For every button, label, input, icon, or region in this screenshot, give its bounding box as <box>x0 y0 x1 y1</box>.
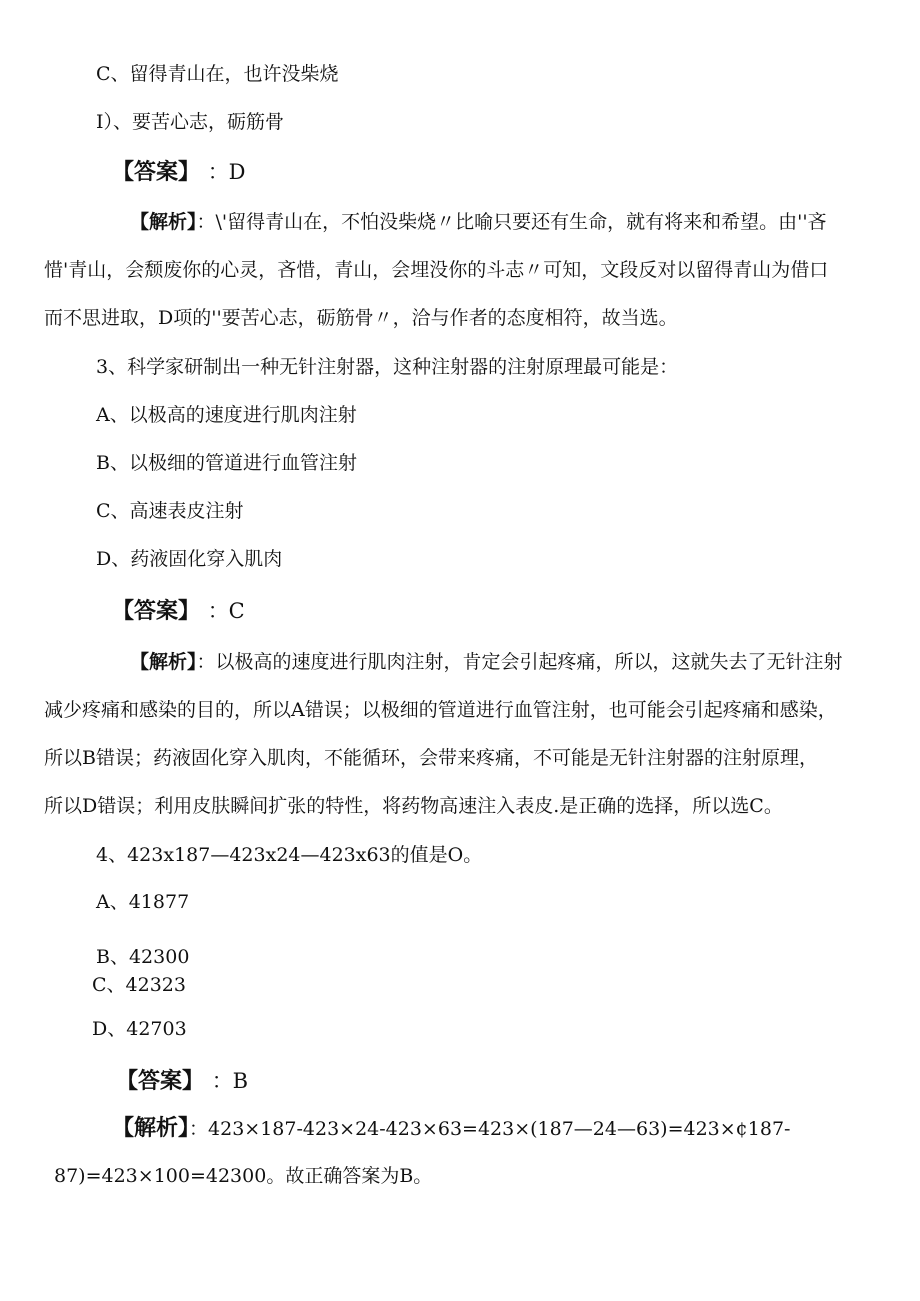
q2-answer <box>112 160 246 185</box>
q2-analysis-line-1 <box>130 210 827 234</box>
q2-option-d: I）、要苦心志，砺筋骨 <box>96 111 285 133</box>
q4-option-d: D、42703 <box>92 1018 187 1040</box>
q4-analysis-line-2: 87)=423×100=42300。故正确答案为B。 <box>54 1165 433 1187</box>
q3-option-a: A、以极高的速度进行肌肉注射 <box>96 404 357 426</box>
q4-option-a: A、41877 <box>96 891 190 913</box>
answer-label: 【答案】 <box>112 599 201 624</box>
analysis-label: 【解析】 <box>130 651 197 673</box>
q4-analysis-line-1 <box>112 1117 790 1141</box>
answer-label: 【答案】 <box>112 160 201 185</box>
q2-analysis-line-3: 而不思进取，D项的''要苦心志，砺筋骨〃，洽与作者的态度相符，故当选。 <box>44 307 678 329</box>
analysis-text: ：\'留得青山在，不怕没柴烧〃比喻只要还有生命，就有将来和希望。由''吝 <box>196 211 827 233</box>
q3-option-c: C、高速表皮注射 <box>96 500 244 522</box>
q3-option-d: D、药液固化穿入肌肉 <box>96 548 283 570</box>
analysis-text: ：423×187-423×24-423×63=423×(187—24—63)=423×¢187- <box>189 1118 791 1140</box>
q4-option-b: B、42300 <box>96 946 190 968</box>
q3-analysis-line-2: 减少疼痛和感染的目的，所以A错误；以极细的管道进行血管注射，也可能会引起疼痛和感染， <box>44 699 837 721</box>
answer-value: ：D <box>207 160 246 184</box>
answer-value: ：C <box>207 599 245 623</box>
q3-analysis-line-3: 所以B错误；药液固化穿入肌肉，不能循环，会带来疼痛，不可能是无针注射器的注射原理， <box>44 747 818 769</box>
q4-answer <box>116 1069 248 1094</box>
q3-answer <box>112 599 245 624</box>
q3-analysis-line-4: 所以D错误；利用皮肤瞬间扩张的特性，将药物高速注入表皮.是正确的选择，所以选C。 <box>44 795 783 817</box>
q4-option-c: C、42323 <box>92 974 186 996</box>
analysis-label: 【解析】 <box>112 1116 190 1141</box>
q3-analysis-line-1 <box>130 650 843 674</box>
answer-value: ：B <box>211 1069 249 1093</box>
answer-label: 【答案】 <box>116 1069 205 1094</box>
q2-option-c: C、留得青山在，也许没柴烧 <box>96 63 339 85</box>
analysis-text: ：以极高的速度进行肌肉注射，肯定会引起疼痛，所以，这就失去了无针注射 <box>196 651 843 673</box>
q3-option-b: B、以极细的管道进行血管注射 <box>96 452 357 474</box>
analysis-label: 【解析】 <box>130 211 197 233</box>
q4-question: 4、423x187—423x24—423x63的值是O。 <box>96 844 483 866</box>
q2-analysis-line-2: 惜'青山，会颓废你的心灵，吝惜，青山，会埋没你的斗志〃可知，文段反对以留得青山为借口 <box>44 259 829 281</box>
q3-question: 3、科学家研制出一种无针注射器，这种注射器的注射原理最可能是： <box>96 356 679 378</box>
